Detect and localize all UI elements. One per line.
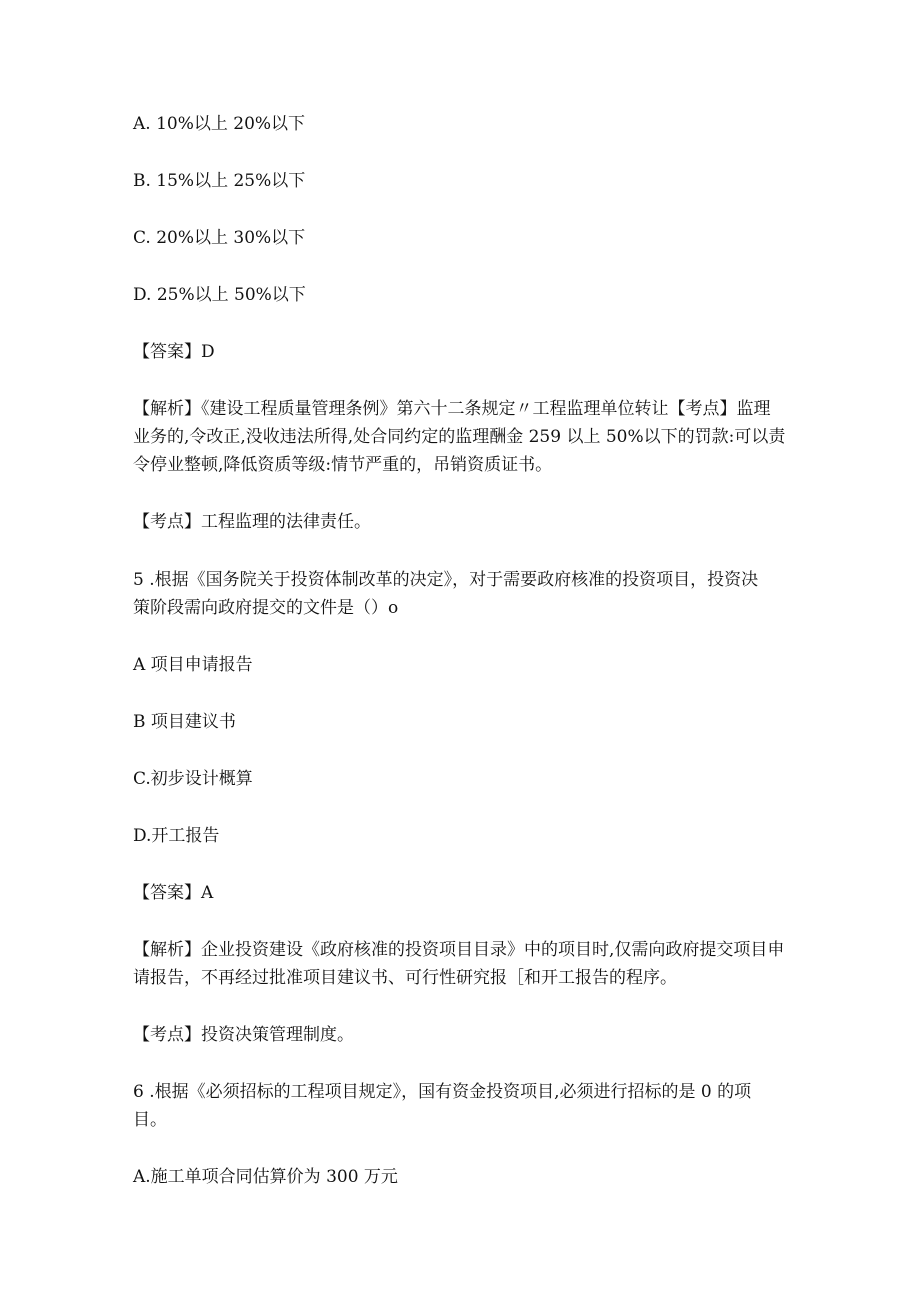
q5-stem-line-1: 5 .根据《国务院关于投资体制改革的决定》，对于需要政府核准的投资项目，投资决: [133, 570, 759, 590]
q4-answer: 【答案】D: [133, 342, 215, 362]
q5-point: 【考点】投资决策管理制度。: [133, 1025, 354, 1045]
q6-stem-line-1: 6 .根据《必须招标的工程项目规定》，国有资金投资项目,必须进行招标的是 0 的项: [133, 1082, 752, 1102]
q4-option-c: C. 20%以上 30%以下: [133, 228, 306, 248]
q4-point: 【考点】工程监理的法律责任。: [133, 512, 371, 532]
q5-option-a: A 项目申请报告: [133, 655, 253, 675]
q6-option-a: A.施工单项合同估算价为 300 万元: [133, 1167, 398, 1187]
q4-option-d: D. 25%以上 50%以下: [133, 285, 306, 305]
q5-option-d: D.开工报告: [133, 826, 220, 846]
q5-answer: 【答案】A: [133, 883, 214, 903]
q6-stem-line-2: 目。: [133, 1110, 167, 1130]
q4-option-a: A. 10%以上 20%以下: [133, 114, 306, 134]
q4-analysis-line-2: 业务的,令改正,没收违法所得,处合同约定的监理酬金 259 以上 50%以下的罚款:可以责: [133, 427, 786, 447]
q5-option-c: C.初步设计概算: [133, 769, 253, 789]
q4-analysis-line-1: 【解析】《建设工程质量管理条例》第六十二条规定〃工程监理单位转让【考点】监理: [133, 399, 771, 419]
q5-option-b: B 项目建议书: [133, 712, 236, 732]
q5-analysis-line-2: 请报告，不再经过批准项目建议书、可行性研究报［和开工报告的程序。: [133, 968, 677, 988]
q4-analysis-line-3: 令停业整顿,降低资质等级:情节严重的，吊销资质证书。: [133, 455, 553, 475]
q5-stem-line-2: 策阶段需向政府提交的文件是（）o: [133, 598, 399, 618]
q5-analysis-line-1: 【解析】企业投资建设《政府核准的投资项目目录》中的项目时,仅需向政府提交项目申: [133, 940, 785, 960]
q4-option-b: B. 15%以上 25%以下: [133, 171, 306, 191]
